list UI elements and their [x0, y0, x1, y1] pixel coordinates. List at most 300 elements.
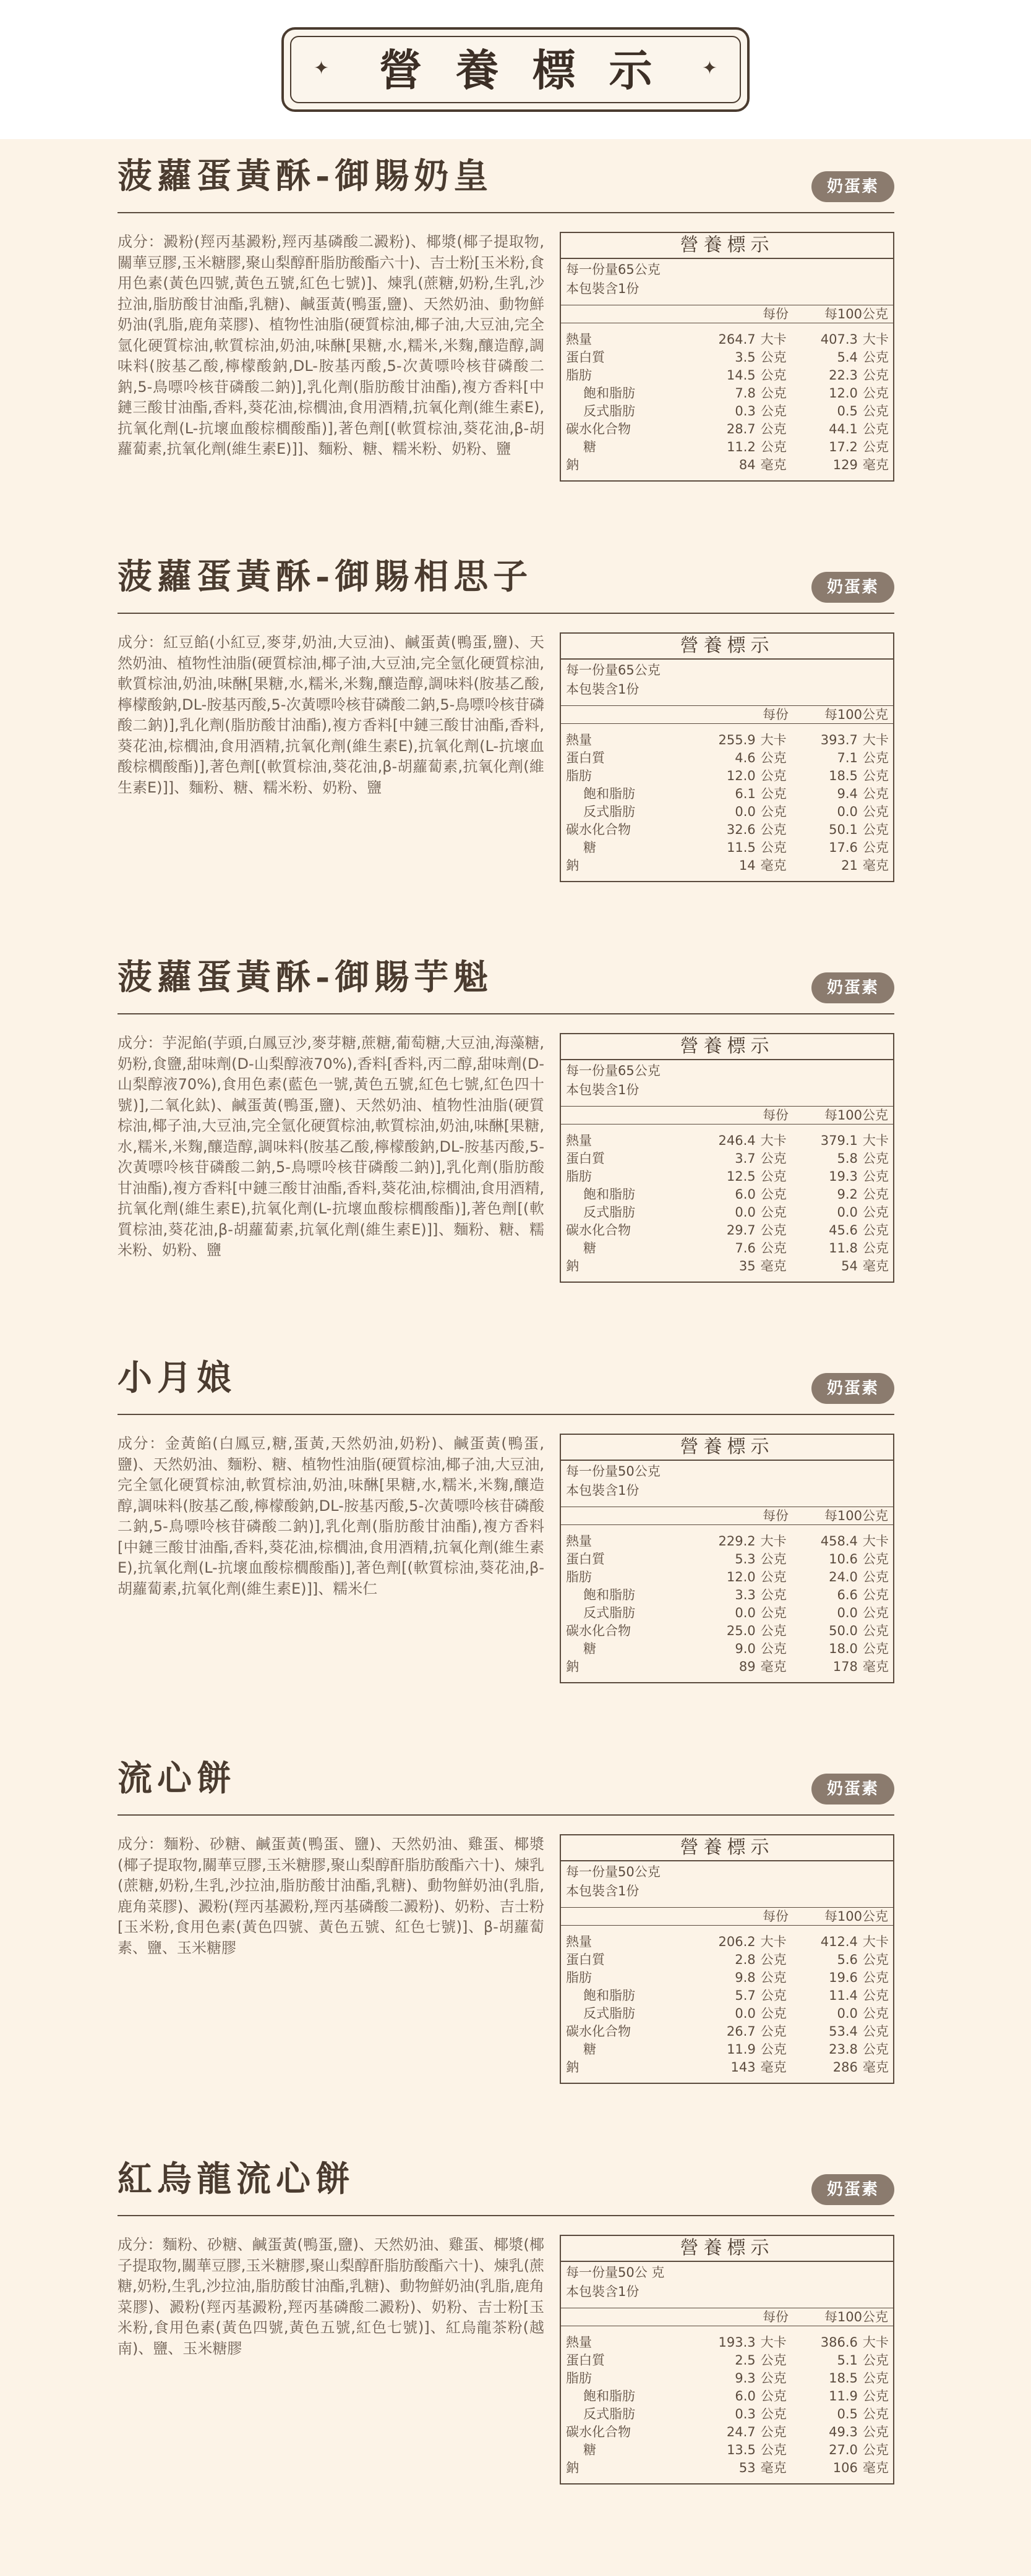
value-per-serving: 14	[738, 858, 756, 873]
unit-per-serving: 大卡	[760, 1133, 787, 1148]
product-name: 菠蘿蛋黃酥-御賜奶皇	[118, 156, 494, 197]
nutrition-header-row	[561, 1106, 893, 1124]
servings-per-package: 本包裝含1份	[566, 1483, 640, 1498]
unit-per-100g: 公克	[862, 1223, 889, 1238]
value-per-100g: 18.5	[829, 2371, 858, 2386]
nutrition-row	[561, 2041, 893, 2059]
unit-per-serving: 公克	[760, 750, 787, 765]
nutrition-row	[561, 803, 893, 821]
nutrient-name: 蛋白質	[566, 1552, 605, 1566]
unit-per-100g: 毫克	[862, 1659, 889, 1674]
nutrient-name: 糖	[583, 840, 596, 855]
nutrition-row	[561, 839, 893, 857]
nutrition-row	[561, 1658, 893, 1676]
unit-per-serving: 公克	[760, 386, 787, 401]
unit-per-100g: 公克	[862, 2407, 889, 2421]
unit-per-100g: 公克	[862, 1552, 889, 1566]
value-per-100g: 407.3	[820, 332, 858, 347]
unit-per-serving: 公克	[760, 1605, 787, 1620]
value-per-100g: 18.0	[829, 1641, 858, 1656]
unit-per-100g: 公克	[862, 422, 889, 436]
product-section	[0, 540, 1031, 935]
unit-per-serving: 大卡	[760, 1534, 787, 1549]
nutrition-row	[561, 1204, 893, 1222]
nutrition-row	[561, 749, 893, 767]
unit-per-100g: 公克	[862, 1623, 889, 1638]
page-title: 營養標示	[379, 45, 686, 96]
nutrient-name: 反式脂肪	[583, 804, 635, 819]
nutrition-row	[561, 857, 893, 875]
unit-per-100g: 公克	[862, 1169, 889, 1184]
value-per-serving: 14.5	[726, 368, 756, 383]
value-per-100g: 45.6	[829, 1223, 858, 1238]
nutrition-row	[561, 402, 893, 420]
nutrition-row	[561, 331, 893, 349]
nutrition-row	[561, 2459, 893, 2477]
value-per-100g: 53.4	[829, 2024, 858, 2039]
nutrition-row	[561, 2334, 893, 2352]
unit-per-100g: 公克	[862, 2024, 889, 2039]
value-per-100g: 17.6	[829, 840, 858, 855]
unit-per-100g: 大卡	[862, 2335, 889, 2350]
ingredients-text: 成分：澱粉(羥丙基澱粉,羥丙基磷酸二澱粉)、椰漿(椰子提取物,關華豆膠,玉米糖膠,聚山梨醇酐脂肪酸酯六十)、吉士粉[玉米粉,食用色素(黃色四號,黃色五號,紅色七號)]、煉乳(蔗糖,奶粉,生乳,沙拉油,脂肪酸甘油酯,乳糖)、鹹蛋黃(鴨蛋,鹽)、天然奶油、動物鮮奶油(乳脂,鹿角菜膠)、植物性油脂(硬質棕油,椰子油,大豆油,完全氫化硬質棕油,軟質棕油,奶油,味醂[果糖,水,糯米,米麴,釀造醇,調味料(胺基乙酸,檸檬酸鈉,DL-胺基丙酸,5-次黃嘌呤核苷磷酸二鈉,5-鳥嘌呤核苷磷酸二鈉)],乳化劑(脂肪酸甘油酯),複方香料[中鏈三酸甘油酯,香料,葵花油,棕櫚油,食用酒精,抗氧化劑(維生素E),抗氧化劑(L-抗壞血酸棕櫚酸酯)],著色劑[(軟質棕油,葵花油,β-胡蘿蔔素,抗氧化劑(維生素E)]]、麵粉、糖、糯米粉、奶粉、鹽	[118, 233, 544, 457]
nutrition-row	[561, 2059, 893, 2077]
value-per-serving: 32.6	[726, 822, 756, 837]
nutrient-name: 脂肪	[566, 368, 592, 383]
value-per-serving: 6.0	[735, 2389, 756, 2404]
vegetarian-badge: 奶蛋素	[811, 2174, 894, 2205]
sparkle-icon: ✦	[701, 57, 717, 79]
nutrient-name: 飽和脂肪	[583, 1988, 635, 2003]
value-per-serving: 0.3	[735, 2407, 756, 2421]
value-per-serving: 26.7	[726, 2024, 756, 2039]
nutrition-row	[561, 349, 893, 367]
product-section	[0, 1341, 1031, 1736]
value-per-serving: 255.9	[718, 733, 756, 747]
nutrient-name: 碳水化合物	[566, 1623, 631, 1638]
unit-per-100g: 公克	[862, 1970, 889, 1985]
unit-per-serving: 大卡	[760, 332, 787, 347]
nutrient-name: 鈉	[566, 2060, 579, 2075]
unit-per-serving: 毫克	[760, 1259, 787, 1273]
nutrition-row	[561, 1150, 893, 1168]
nutrient-name: 反式脂肪	[583, 2407, 635, 2421]
nutrition-row	[561, 1951, 893, 1969]
unit-per-serving: 公克	[760, 1187, 787, 1202]
unit-per-serving: 大卡	[760, 2335, 787, 2350]
value-per-100g: 129	[832, 457, 858, 472]
unit-per-serving: 公克	[760, 1205, 787, 1220]
unit-per-serving: 公克	[760, 822, 787, 837]
value-per-100g: 11.9	[829, 2389, 858, 2404]
value-per-serving: 24.7	[726, 2425, 756, 2439]
nutrient-name: 糖	[583, 1641, 596, 1656]
nutrient-name: 糖	[583, 1241, 596, 1256]
value-per-serving: 12.0	[726, 1570, 756, 1584]
unit-per-serving: 公克	[760, 1952, 787, 1967]
nutrition-row	[561, 1987, 893, 2005]
vegetarian-badge: 奶蛋素	[811, 572, 894, 603]
nutrition-row	[561, 767, 893, 785]
nutrient-name: 反式脂肪	[583, 1605, 635, 1620]
unit-per-100g: 公克	[862, 1605, 889, 1620]
value-per-100g: 286	[832, 2060, 858, 2075]
value-per-100g: 12.0	[829, 386, 858, 401]
value-per-100g: 54	[841, 1259, 858, 1273]
section-divider	[118, 1414, 894, 1415]
nutrition-row	[561, 821, 893, 839]
unit-per-serving: 公克	[760, 2006, 787, 2021]
value-per-100g: 18.5	[829, 768, 858, 783]
unit-per-100g: 公克	[862, 1187, 889, 1202]
header-blank	[561, 1107, 697, 1124]
nutrition-row	[561, 1933, 893, 1951]
nutrient-name: 脂肪	[566, 1970, 592, 1985]
nutrition-table-title: 營養標示	[561, 634, 893, 660]
unit-per-serving: 公克	[760, 1641, 787, 1656]
nutrient-name: 蛋白質	[566, 2353, 605, 2368]
value-per-100g: 5.6	[837, 1952, 858, 1967]
serving-size: 每一份量50公 克	[566, 2265, 665, 2280]
nutrition-table-title: 營養標示	[561, 1435, 893, 1461]
unit-per-serving: 公克	[760, 840, 787, 855]
nutrient-name: 熱量	[566, 332, 592, 347]
unit-per-serving: 公克	[760, 2407, 787, 2421]
value-per-serving: 3.3	[735, 1588, 756, 1602]
header-per-100g: 每100公克	[824, 2310, 888, 2324]
product-list	[0, 139, 1031, 2576]
nutrition-row	[561, 2005, 893, 2023]
serving-size: 每一份量50公克	[566, 1464, 661, 1479]
value-per-serving: 193.3	[718, 2335, 756, 2350]
nutrition-row	[561, 1132, 893, 1150]
nutrition-row	[561, 1550, 893, 1568]
unit-per-serving: 公克	[760, 1169, 787, 1184]
unit-per-100g: 公克	[862, 2353, 889, 2368]
product-name: 菠蘿蛋黃酥-御賜芋魁	[118, 957, 494, 998]
value-per-100g: 19.3	[829, 1169, 858, 1184]
value-per-100g: 49.3	[829, 2425, 858, 2439]
value-per-100g: 0.0	[837, 1605, 858, 1620]
unit-per-serving: 公克	[760, 2042, 787, 2057]
nutrition-table	[560, 1834, 894, 2084]
unit-per-serving: 公克	[760, 804, 787, 819]
value-per-100g: 0.5	[837, 404, 858, 419]
nutrition-row	[561, 731, 893, 749]
nutrient-name: 飽和脂肪	[583, 1187, 635, 1202]
value-per-100g: 5.1	[837, 2353, 858, 2368]
value-per-100g: 458.4	[820, 1534, 858, 1549]
nutrition-row	[561, 1622, 893, 1640]
unit-per-100g: 毫克	[862, 457, 889, 472]
product-name: 小月娘	[118, 1358, 236, 1398]
nutrition-table	[560, 232, 894, 482]
unit-per-serving: 公克	[760, 1570, 787, 1584]
value-per-serving: 3.7	[735, 1151, 756, 1166]
value-per-serving: 11.9	[727, 2042, 756, 2057]
nutrition-row	[561, 2352, 893, 2370]
nutrition-rows	[561, 724, 893, 881]
nutrient-name: 蛋白質	[566, 1151, 605, 1166]
value-per-serving: 5.7	[735, 1988, 756, 2003]
value-per-serving: 11.2	[727, 440, 756, 454]
header-per-100g: 每100公克	[824, 307, 888, 321]
servings-per-package: 本包裝含1份	[566, 682, 640, 697]
value-per-100g: 0.0	[837, 2006, 858, 2021]
nutrition-rows	[561, 1124, 893, 1282]
product-section	[0, 139, 1031, 535]
header-per-serving: 每份	[763, 1909, 789, 1924]
ingredients-text: 成分：麵粉、砂糖、鹹蛋黃(鴨蛋、鹽)、天然奶油、雞蛋、椰漿(椰子提取物,關華豆膠,玉米糖膠,聚山梨醇酐脂肪酸酯六十)、煉乳(蔗糖,奶粉,生乳,沙拉油,脂肪酸甘油酯,乳糖)、動物鮮奶油(乳脂,鹿角菜膠)、澱粉(羥丙基澱粉,羥丙基磷酸二澱粉)、奶粉、吉士粉[玉米粉,食用色素(黃色四號、黃色五號、紅色七號)]、β-胡蘿蔔素、鹽、玉米糖膠	[118, 1835, 544, 1957]
ingredients-text: 成分：金黃餡(白鳳豆,糖,蛋黃,天然奶油,奶粉)、鹹蛋黃(鴨蛋,鹽)、天然奶油、麵粉、糖、植物性油脂(硬質棕油,椰子油,大豆油,完全氫化硬質棕油,軟質棕油,奶油,味醂[果糖,水,糯米,米麴,釀造醇,調味料(胺基乙酸,檸檬酸鈉,DL-胺基丙酸,5-次黃嘌呤核苷磷酸二鈉,5-鳥嘌呤核苷磷酸二鈉)],乳化劑(脂肪酸甘油酯),複方香料[中鏈三酸甘油酯,香料,葵花油,棕櫚油,食用酒精,抗氧化劑(維生素E),抗氧化劑(L-抗壞血酸棕櫚酸酯)],著色劑[(軟質棕油,葵花油,β-胡蘿蔔素,抗氧化劑(維生素E)]]、糯米仁	[118, 1435, 544, 1597]
header-per-100g: 每100公克	[824, 1108, 888, 1123]
nutrition-row	[561, 1239, 893, 1257]
ingredients-text: 成分：紅豆餡(小紅豆,麥芽,奶油,大豆油)、鹹蛋黃(鴨蛋,鹽)、天然奶油、植物性油脂(硬質棕油,椰子油,大豆油,完全氫化硬質棕油,軟質棕油,奶油,味醂[果糖,水,糯米,米麴,釀造醇,調味料(胺基乙酸,檸檬酸鈉,DL-胺基丙酸,5-次黃嘌呤核苷磷酸二鈉,5-鳥嘌呤核苷磷酸二鈉)],乳化劑(脂肪酸甘油酯),複方香料[中鏈三酸甘油酯,香料,葵花油,棕櫚油,食用酒精,抗氧化劑(維生素E),抗氧化劑(L-抗壞血酸棕櫚酸酯)],著色劑[(軟質棕油,葵花油,β-胡蘿蔔素,抗氧化劑(維生素E)]]、麵粉、糖、糯米粉、奶粉、鹽	[118, 634, 544, 796]
value-per-serving: 0.0	[735, 1205, 756, 1220]
value-per-100g: 9.2	[837, 1187, 858, 1202]
nutrient-name: 碳水化合物	[566, 2425, 631, 2439]
unit-per-serving: 公克	[760, 2425, 787, 2439]
nutrition-header-row	[561, 1907, 893, 1926]
value-per-serving: 4.6	[735, 750, 756, 765]
section-divider	[118, 2215, 894, 2216]
nutrition-row	[561, 1640, 893, 1658]
header-blank	[561, 1507, 697, 1524]
value-per-serving: 9.0	[735, 1641, 756, 1656]
nutrient-name: 碳水化合物	[566, 422, 631, 436]
servings-per-package: 本包裝含1份	[566, 2284, 640, 2299]
unit-per-100g: 公克	[862, 2042, 889, 2057]
unit-per-serving: 大卡	[760, 1934, 787, 1949]
vegetarian-badge: 奶蛋素	[811, 171, 894, 202]
value-per-100g: 23.8	[829, 2042, 858, 2057]
value-per-100g: 27.0	[829, 2442, 858, 2457]
value-per-serving: 5.3	[735, 1552, 756, 1566]
unit-per-serving: 毫克	[760, 457, 787, 472]
value-per-100g: 6.6	[837, 1588, 858, 1602]
unit-per-serving: 公克	[760, 2371, 787, 2386]
nutrition-header-row	[561, 705, 893, 724]
value-per-serving: 2.5	[735, 2353, 756, 2368]
unit-per-100g: 公克	[862, 2442, 889, 2457]
serving-size: 每一份量65公克	[566, 262, 661, 277]
value-per-serving: 206.2	[718, 1934, 756, 1949]
value-per-100g: 393.7	[820, 733, 858, 747]
vegetarian-badge: 奶蛋素	[811, 1373, 894, 1404]
nutrient-name: 飽和脂肪	[583, 386, 635, 401]
unit-per-serving: 公克	[760, 1988, 787, 2003]
unit-per-100g: 公克	[862, 1952, 889, 1967]
unit-per-100g: 公克	[862, 2371, 889, 2386]
value-per-100g: 386.6	[820, 2335, 858, 2350]
product-section	[0, 2142, 1031, 2538]
unit-per-100g: 公克	[862, 350, 889, 365]
unit-per-100g: 公克	[862, 1988, 889, 2003]
nutrition-rows	[561, 1525, 893, 1682]
nutrient-name: 鈉	[566, 858, 579, 873]
unit-per-serving: 公克	[760, 422, 787, 436]
value-per-serving: 53	[738, 2460, 756, 2475]
value-per-serving: 0.0	[735, 1605, 756, 1620]
header-per-100g: 每100公克	[824, 1508, 888, 1523]
nutrition-row	[561, 1222, 893, 1239]
unit-per-serving: 公克	[760, 1223, 787, 1238]
value-per-serving: 25.0	[726, 1623, 756, 1638]
unit-per-serving: 公克	[760, 786, 787, 801]
unit-per-serving: 毫克	[760, 858, 787, 873]
nutrition-header-row	[561, 305, 893, 323]
nutrition-row	[561, 456, 893, 474]
nutrition-rows	[561, 323, 893, 480]
value-per-serving: 0.3	[735, 404, 756, 419]
nutrient-name: 蛋白質	[566, 1952, 605, 1967]
nutrient-name: 熱量	[566, 1133, 592, 1148]
nutrition-row	[561, 1532, 893, 1550]
unit-per-100g: 公克	[862, 1570, 889, 1584]
nutrition-table	[560, 1033, 894, 1283]
value-per-100g: 50.0	[829, 1623, 858, 1638]
nutrient-name: 飽和脂肪	[583, 1588, 635, 1602]
value-per-serving: 84	[738, 457, 756, 472]
value-per-100g: 44.1	[829, 422, 858, 436]
nutrition-table-title: 營養標示	[561, 233, 893, 259]
nutrient-name: 鈉	[566, 1659, 579, 1674]
value-per-100g: 178	[832, 1659, 858, 1674]
value-per-serving: 246.4	[718, 1133, 756, 1148]
nutrient-name: 飽和脂肪	[583, 786, 635, 801]
value-per-100g: 5.4	[837, 350, 858, 365]
nutrition-row	[561, 367, 893, 385]
serving-size: 每一份量65公克	[566, 1063, 661, 1078]
unit-per-serving: 公克	[760, 404, 787, 419]
nutrient-name: 蛋白質	[566, 350, 605, 365]
product-section	[0, 940, 1031, 1336]
nutrition-table-title: 營養標示	[561, 1835, 893, 1861]
nutrient-name: 脂肪	[566, 2371, 592, 2386]
unit-per-serving: 公克	[760, 440, 787, 454]
unit-per-serving: 公克	[760, 1623, 787, 1638]
nutrient-name: 反式脂肪	[583, 404, 635, 419]
unit-per-100g: 大卡	[862, 332, 889, 347]
nutrition-row	[561, 438, 893, 456]
unit-per-100g: 公克	[862, 840, 889, 855]
value-per-serving: 264.7	[718, 332, 756, 347]
nutrient-name: 飽和脂肪	[583, 2389, 635, 2404]
unit-per-100g: 公克	[862, 2425, 889, 2439]
nutrition-row	[561, 1586, 893, 1604]
vegetarian-badge: 奶蛋素	[811, 972, 894, 1003]
unit-per-serving: 公克	[760, 1552, 787, 1566]
nutrition-rows	[561, 2326, 893, 2483]
ingredients-text: 成分：麵粉、砂糖、鹹蛋黃(鴨蛋,鹽)、天然奶油、雞蛋、椰漿(椰子提取物,關華豆膠,玉米糖膠,聚山梨醇酐脂肪酸酯六十)、煉乳(蔗糖,奶粉,生乳,沙拉油,脂肪酸甘油酯,乳糖)、動物鮮奶油(乳脂,鹿角菜膠)、澱粉(羥丙基澱粉,羥丙基磷酸二澱粉)、奶粉、吉士粉[玉米粉,食用色素(黃色四號,黃色五號,紅色七號)]、紅烏龍茶粉(越南)、鹽、玉米糖膠	[118, 2236, 544, 2357]
product-name: 菠蘿蛋黃酥-御賜相思子	[118, 556, 533, 597]
nutrient-name: 蛋白質	[566, 750, 605, 765]
value-per-100g: 24.0	[829, 1570, 858, 1584]
header-blank	[561, 706, 697, 723]
unit-per-serving: 公克	[760, 350, 787, 365]
nutrition-row	[561, 1257, 893, 1275]
value-per-serving: 11.5	[727, 840, 756, 855]
nutrient-name: 糖	[583, 2042, 596, 2057]
value-per-serving: 13.5	[727, 2442, 756, 2457]
header-blank	[561, 305, 697, 323]
nutrition-row	[561, 785, 893, 803]
unit-per-serving: 毫克	[760, 1659, 787, 1674]
header-per-serving: 每份	[763, 1108, 789, 1123]
unit-per-100g: 大卡	[862, 1534, 889, 1549]
value-per-serving: 12.5	[726, 1169, 756, 1184]
value-per-100g: 5.8	[837, 1151, 858, 1166]
unit-per-100g: 公克	[862, 440, 889, 454]
value-per-100g: 21	[841, 858, 858, 873]
nutrient-name: 碳水化合物	[566, 2024, 631, 2039]
unit-per-100g: 公克	[862, 1241, 889, 1256]
header-per-100g: 每100公克	[824, 1909, 888, 1924]
value-per-100g: 22.3	[829, 368, 858, 383]
value-per-100g: 11.8	[829, 1241, 858, 1256]
unit-per-serving: 公克	[760, 2442, 787, 2457]
nutrition-row	[561, 1168, 893, 1186]
value-per-serving: 143	[730, 2060, 756, 2075]
value-per-serving: 0.0	[735, 2006, 756, 2021]
unit-per-serving: 毫克	[760, 2060, 787, 2075]
nutrient-name: 脂肪	[566, 1169, 592, 1184]
value-per-serving: 9.8	[735, 1970, 756, 1985]
unit-per-serving: 公克	[760, 1151, 787, 1166]
unit-per-100g: 公克	[862, 750, 889, 765]
nutrition-row	[561, 2441, 893, 2459]
nutrition-table-title: 營養標示	[561, 2236, 893, 2262]
value-per-serving: 29.7	[726, 1223, 756, 1238]
value-per-serving: 89	[738, 1659, 756, 1674]
nutrition-table	[560, 632, 894, 882]
value-per-100g: 50.1	[829, 822, 858, 837]
value-per-serving: 2.8	[735, 1952, 756, 1967]
header-per-serving: 每份	[763, 2310, 789, 2324]
nutrition-row	[561, 2023, 893, 2041]
nutrition-table-title: 營養標示	[561, 1034, 893, 1060]
section-divider	[118, 212, 894, 213]
servings-per-package: 本包裝含1份	[566, 1884, 640, 1898]
header-per-100g: 每100公克	[824, 707, 888, 722]
section-divider	[118, 1013, 894, 1014]
vegetarian-badge: 奶蛋素	[811, 1774, 894, 1804]
value-per-100g: 10.6	[829, 1552, 858, 1566]
nutrition-row	[561, 2423, 893, 2441]
nutrient-name: 糖	[583, 440, 596, 454]
unit-per-serving: 大卡	[760, 733, 787, 747]
unit-per-100g: 大卡	[862, 1133, 889, 1148]
header-per-serving: 每份	[763, 307, 789, 321]
unit-per-100g: 公克	[862, 368, 889, 383]
serving-size: 每一份量50公克	[566, 1864, 661, 1879]
value-per-100g: 0.0	[837, 804, 858, 819]
value-per-100g: 106	[832, 2460, 858, 2475]
unit-per-100g: 公克	[862, 1588, 889, 1602]
unit-per-serving: 公克	[760, 1241, 787, 1256]
unit-per-serving: 公克	[760, 368, 787, 383]
unit-per-100g: 公克	[862, 786, 889, 801]
nutrition-rows	[561, 1926, 893, 2083]
nutrition-header-row	[561, 1507, 893, 1525]
value-per-serving: 6.0	[735, 1187, 756, 1202]
nutrition-header-row	[561, 2308, 893, 2326]
sparkle-icon: ✦	[314, 57, 330, 79]
unit-per-100g: 公克	[862, 404, 889, 419]
unit-per-serving: 公克	[760, 1970, 787, 1985]
value-per-serving: 0.0	[735, 804, 756, 819]
nutrient-name: 熱量	[566, 1534, 592, 1549]
